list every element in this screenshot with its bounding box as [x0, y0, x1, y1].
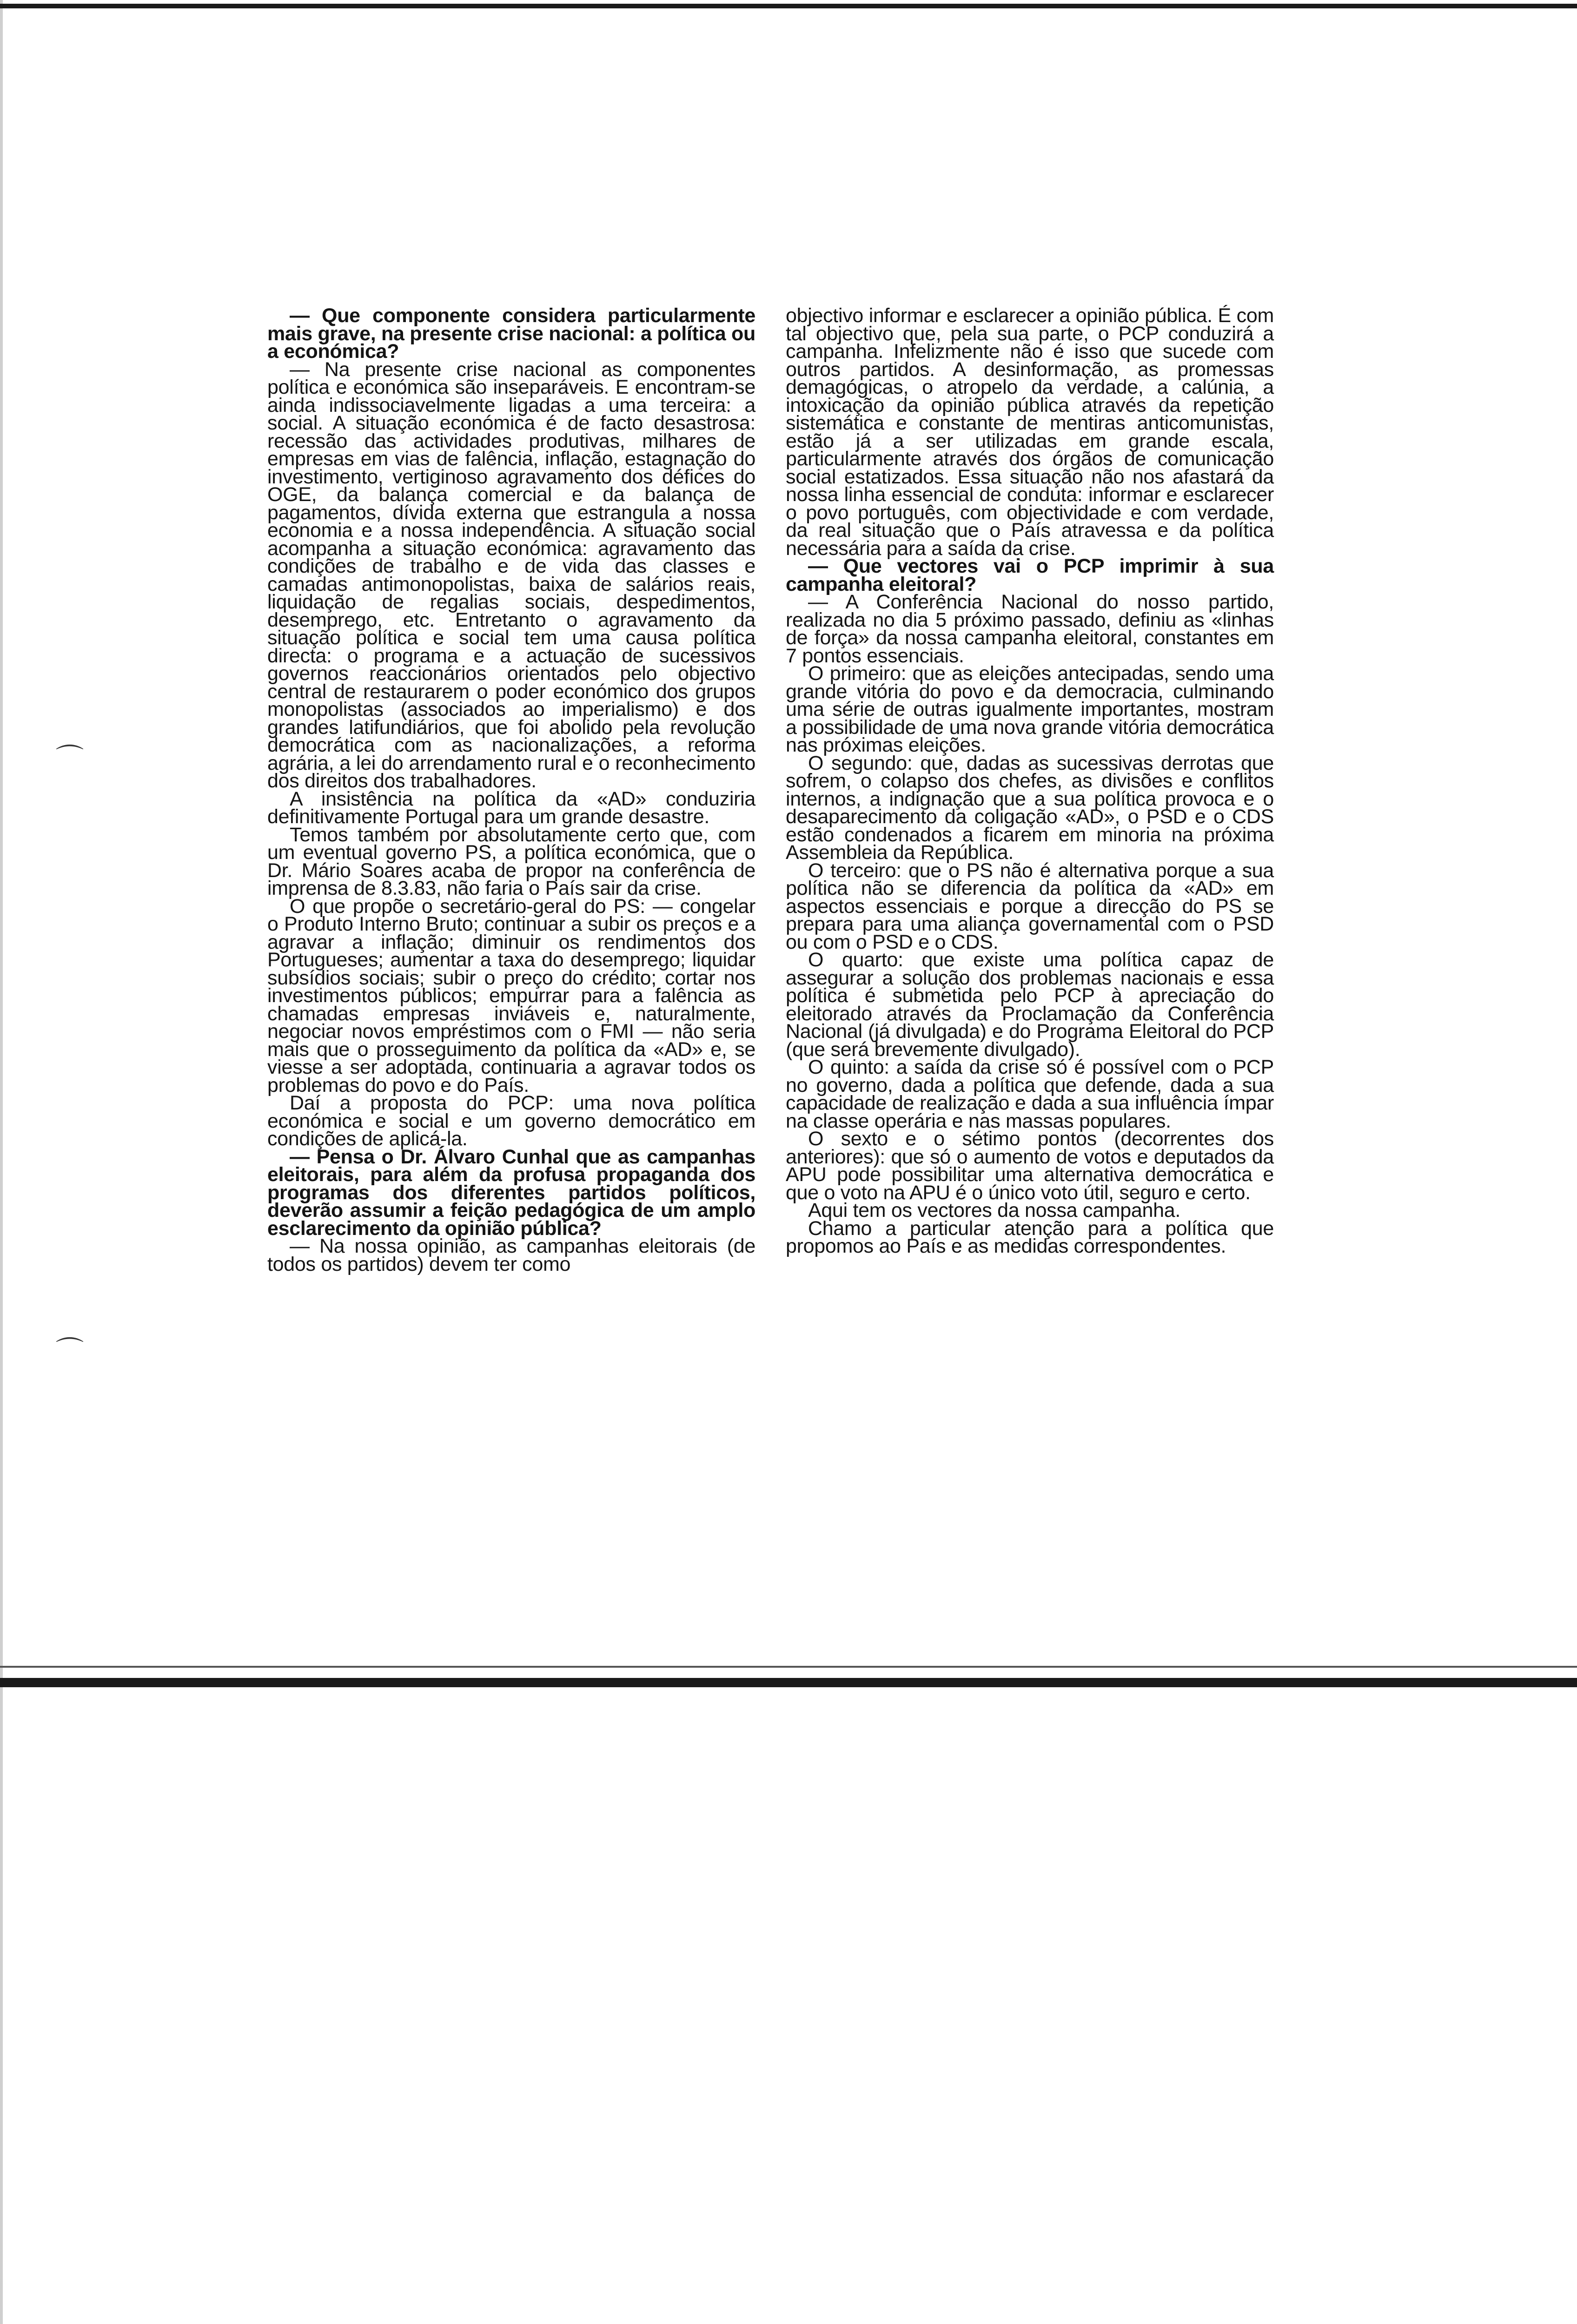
interview-question: — Que componente considera particularmente mais grave, na presente crise nacional: a política ou a económica?: [267, 304, 755, 363]
answer-paragraph: Chamo a particular atenção para a política que propomos ao País e as medidas correspondentes.: [786, 1217, 1274, 1257]
answer-paragraph: — A Conferência Nacional do nosso partido, realizada no dia 5 próximo passado, definiu as «linhas de força» da nossa campanha eleitoral, constantes em 7 pontos essenciais.: [786, 591, 1274, 667]
article-left-column: [267, 304, 755, 1275]
scan-divider-thin: [0, 1666, 1577, 1668]
answer-paragraph: O terceiro: que o PS não é alternativa porque a sua política não se diferencia da política da «AD» em aspectos essenciais e porque a direcção do PS se prepara para uma aliança governamental com o PSD ou com o PSD e o CDS.: [786, 859, 1274, 953]
answer-paragraph: Daí a proposta do PCP: uma nova política económica e social e um governo democrático em condições de aplicá-la.: [267, 1092, 755, 1150]
answer-continuation: objectivo informar e esclarecer a opinião pública. É com tal objectivo que, pela sua parte, o PCP conduzirá a campanha. Infelizmente não é isso que sucede com outros partidos. A desinformação, as promessas demagógicas, o atropelo da verdade, a calúnia, a intoxicação da opinião pública através da repetição sistemática e constante de mentiras anticomunistas, estão já a ser utilizadas em grande escala, particularmente através dos órgãos de comunicação social estatizados. Essa situação não nos afastará da nossa linha essencial de conduta: informar e esclarecer o povo português, com objectividade e com verdade, da real situação que o País atravessa e da política necessária para a saída da crise.: [786, 304, 1274, 560]
answer-paragraph: O que propõe o secretário-geral do PS: — congelar o Produto Interno Bruto; continuar a subir os preços e a agravar a inflação; diminuir os rendimentos dos Portugueses; aumentar a taxa do desemprego; liquidar subsídios sociais; subir o preço do crédito; cortar nos investimentos públicos; empurrar para a falência as chamadas empresas inviáveis e, naturalmente, negociar novos empréstimos com o FMI — não seria mais que o prosseguimento da política da «AD» e, se viesse a ser adoptada, continuaria a agravar todos os problemas do povo e do País.: [267, 895, 755, 1096]
answer-paragraph: Temos também por absolutamente certo que, com um eventual governo PS, a política económica, que o Dr. Mário Soares acaba de propor na conferência de imprensa de 8.3.83, não faria o País sair da crise.: [267, 823, 755, 899]
interview-question: — Que vectores vai o PCP imprimir à sua campanha eleitoral?: [786, 555, 1274, 595]
scan-divider-bar: [0, 1678, 1577, 1687]
answer-paragraph: A insistência na política da «AD» conduziria definitivamente Portugal para um grande desastre.: [267, 787, 755, 828]
scan-left-edge: [0, 0, 3, 2324]
margin-arc-mark: ⌒: [56, 1335, 84, 1368]
scan-top-border: [0, 4, 1577, 8]
answer-paragraph: O primeiro: que as eleições antecipadas, sendo uma grande vitória do povo e da democracia, culminando uma série de outras igualmente importantes, mostram a possibilidade de uma nova grande vitória democrática nas próximas eleições.: [786, 662, 1274, 756]
margin-arc-mark: ⌒: [56, 743, 84, 775]
answer-paragraph: O quarto: que existe uma política capaz de assegurar a solução dos problemas nacionais e essa política é submetida pelo PCP à apreciação do eleitorado através da Proclamação da Conferência Nacional (já divulgada) e do Programa Eleitoral do PCP (que será brevemente divulgado).: [786, 949, 1274, 1061]
answer-paragraph: Aqui tem os vectores da nossa campanha.: [808, 1199, 1180, 1221]
answer-paragraph: O sexto e o sétimo pontos (decorrentes dos anteriores): que só o aumento de votos e deputados da APU pode possibilitar uma alternativa democrática e que o voto na APU é o único voto útil, seguro e certo.: [786, 1128, 1274, 1204]
answer-paragraph: O segundo: que, dadas as sucessivas derrotas que sofrem, o colapso dos chefes, as divisões e conflitos internos, a indignação que a sua política provoca e o desaparecimento da coligação «AD», o PSD e o CDS estão condenados a ficarem em minoria na próxima Assembleia da República.: [786, 752, 1274, 864]
answer-paragraph: O quinto: a saída da crise só é possível com o PCP no governo, dada a política que defende, dada a sua capacidade de realização e dada a sua influência ímpar na classe operária e nas massas populares.: [786, 1056, 1274, 1132]
answer-paragraph: — Na presente crise nacional as componentes política e económica são inseparáveis. E encontram-se ainda indissociavelmente ligadas a uma terceira: a social. A situação económica é de facto desastrosa: recessão das actividades produtivas, milhares de empresas em vias de falência, inflação, estagnação do investimento, vertiginoso agravamento dos défices do OGE, da balança comercial e da balança de pagamentos, dívida externa que estrangula a nossa economia e a nossa independência. A situação social acompanha a situação económica: agravamento das condições de trabalho e de vida das classes e camadas antimonopolistas, baixa de salários reais, liquidação de regalias sociais, despedimentos, desemprego, etc. Entretanto o agravamento da situação política e social tem uma causa política directa: o programa e a actuação de sucessivos governos reaccionários orientados pelo objectivo central de restaurarem o poder económico dos grupos monopolistas (associados ao imperialismo) e dos grandes latifundiários, que foi abolido pela revolução democrática com as nacionalizações, a reforma agrária, a lei do arrendamento rural e o reconhecimento dos direitos dos trabalhadores.: [267, 358, 755, 792]
article-right-column: [786, 304, 1274, 1257]
answer-paragraph: — Na nossa opinião, as campanhas eleitorais (de todos os partidos) devem ter como: [267, 1235, 755, 1275]
interview-question: — Pensa o Dr. Álvaro Cunhal que as campanhas eleitorais, para além da profusa propaganda dos programas dos diferentes partidos políticos, deverão assumir a feição pedagógica de um amplo esclarecimento da opinião pública?: [267, 1145, 755, 1240]
